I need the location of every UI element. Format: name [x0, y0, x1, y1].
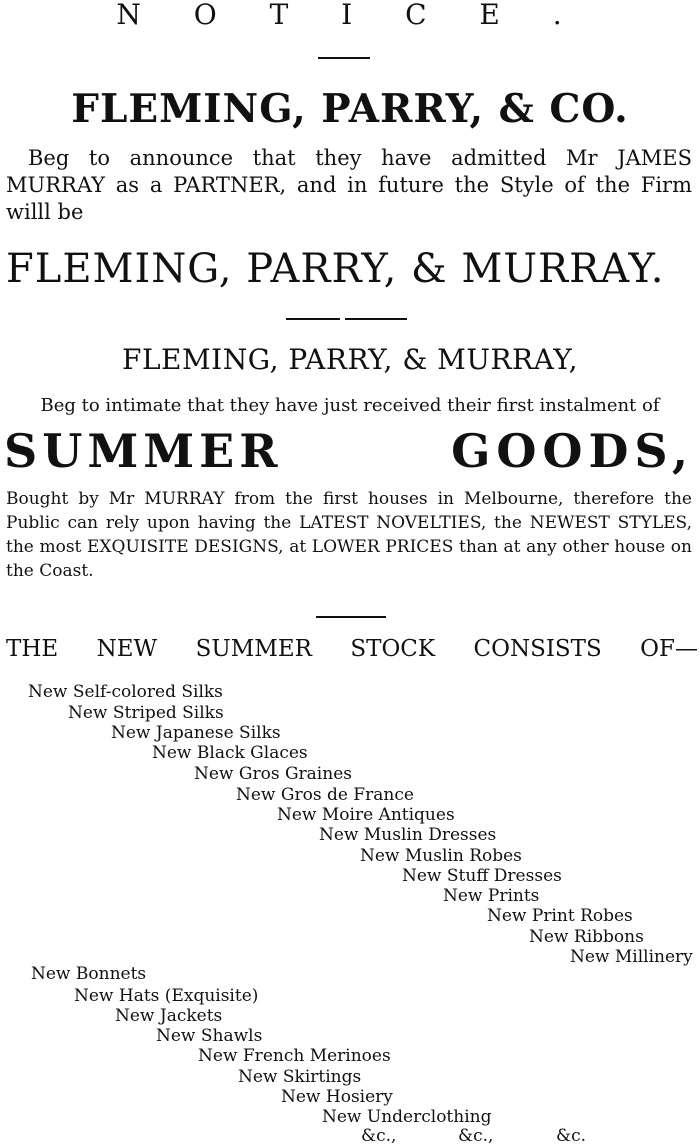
summer-heading: SUMMER	[4, 424, 283, 478]
stock-heading	[6, 636, 698, 662]
stock-heading-word: NEW	[96, 636, 158, 662]
stock-item: New Shawls	[156, 1026, 263, 1046]
intimation-text: Beg to intimate that they have just received their first instalment of	[40, 395, 660, 416]
stock-heading-word: THE	[6, 636, 59, 662]
stock-item: New Muslin Robes	[360, 846, 522, 866]
stock-item: New Black Glaces	[152, 743, 308, 763]
stock-item: New French Merinoes	[198, 1046, 391, 1066]
stock-item: New Stuff Dresses	[402, 866, 562, 886]
stock-item: New Hosiery	[281, 1087, 393, 1107]
stock-heading-word: SUMMER	[195, 636, 312, 662]
divider-2a	[286, 318, 340, 320]
stock-item: New Millinery	[570, 947, 693, 967]
divider-2b	[345, 318, 407, 320]
stock-item: New Underclothing	[322, 1107, 492, 1127]
stock-heading-word: CONSISTS	[473, 636, 602, 662]
divider-1	[318, 57, 370, 59]
etc-mark: &c.,	[458, 1126, 494, 1146]
stock-item: New Striped Silks	[68, 703, 224, 723]
stock-item: New Prints	[443, 886, 540, 906]
etc-mark: &c.,	[361, 1126, 397, 1146]
stock-item: New Japanese Silks	[111, 723, 281, 743]
stock-item: New Muslin Dresses	[319, 825, 497, 845]
divider-3	[316, 616, 386, 618]
stock-heading-word: OF—	[640, 636, 698, 662]
stock-item: New Print Robes	[487, 906, 633, 926]
etc-mark: &c.	[556, 1126, 587, 1146]
stock-item: New Ribbons	[529, 927, 644, 947]
announcement-text: Beg to announce that they have admitted Mr JAMES MURRAY as a PARTNER, and in future the Style of the Firm willl be	[6, 146, 692, 224]
stock-heading-word: STOCK	[350, 636, 436, 662]
stock-item: New Moire Antiques	[277, 805, 455, 825]
new-firm-name: FLEMING, PARRY, & MURRAY.	[6, 246, 665, 292]
stock-item: New Jackets	[115, 1006, 223, 1026]
bought-text: Bought by Mr MURRAY from the first houses in Melbourne, therefore the Public can rely upon having the LATEST NOVELTIES, the NEWEST STYLES, the most EXQUISITE DESIGNS, at LOWER PRICES than at any other house on the Coast.	[6, 489, 692, 581]
firm-original-name: FLEMING, PARRY, & CO.	[71, 86, 629, 132]
goods-heading: GOODS,	[451, 424, 694, 478]
stock-item: New Gros de France	[236, 785, 414, 805]
stock-item: New Self-colored Silks	[28, 682, 223, 702]
firm-heading: FLEMING, PARRY, & MURRAY,	[122, 343, 578, 376]
stock-item: New Gros Graines	[194, 764, 352, 784]
stock-item: New Hats (Exquisite)	[74, 986, 259, 1006]
stock-item: New Skirtings	[238, 1067, 362, 1087]
stock-item: New Bonnets	[31, 964, 147, 984]
notice-title: N O T I C E .	[116, 0, 584, 31]
